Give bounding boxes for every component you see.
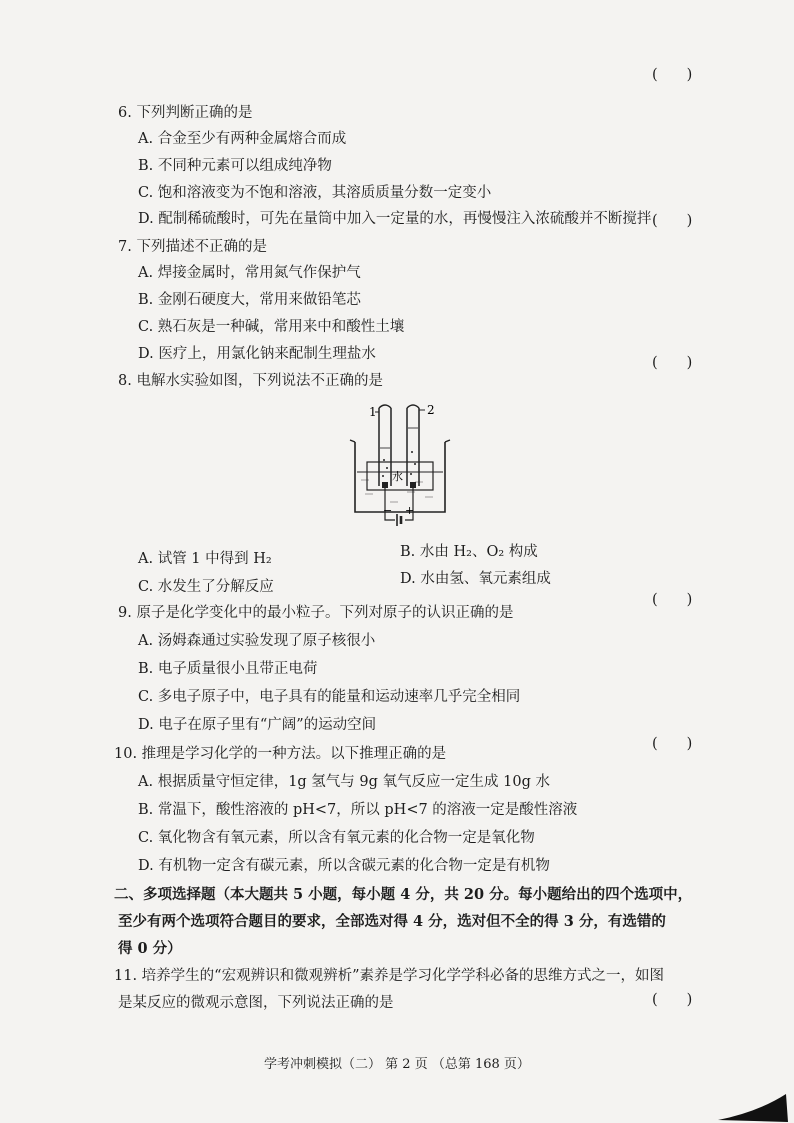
test-tube-1: [379, 408, 391, 486]
section2-heading-line2: 至少有两个选项符合题目的要求，全部选对得 4 分，选对但不全的得 3 分，有选错的: [118, 913, 666, 930]
electrolysis-diagram: [345, 402, 455, 526]
q6-option-b: B. 不同种元素可以组成纯净物: [138, 158, 332, 174]
q9-option-b: B. 电子质量很小且带正电荷: [138, 661, 318, 677]
q10-stem: 10. 推理是学习化学的一种方法。以下推理正确的是: [114, 746, 447, 762]
tube-1-label: 1: [369, 405, 377, 419]
q7-option-d: D. 医疗上，用氯化钠来配制生理盐水: [138, 346, 376, 362]
q8-option-b: B. 水由 H₂、O₂ 构成: [400, 544, 538, 560]
answer-blank-q7: ( ): [652, 355, 693, 371]
q9-option-a: A. 汤姆森通过实验发现了原子核很小: [138, 633, 376, 649]
answer-blank-q8: ( ): [652, 592, 693, 608]
q6-option-a: A. 合金至少有两种金属熔合而成: [138, 131, 347, 147]
q8-option-c: C. 水发生了分解反应: [138, 579, 274, 595]
q7-option-a: A. 焊接金属时，常用氮气作保护气: [138, 265, 361, 281]
q7-option-c: C. 熟石灰是一种碱，常用来中和酸性土壤: [138, 319, 405, 335]
q10-option-c: C. 氧化物含有氧元素，所以含有氧元素的化合物一定是氧化物: [138, 830, 535, 846]
q9-option-d: D. 电子在原子里有“广阔”的运动空间: [138, 717, 377, 733]
q9-option-c: C. 多电子原子中，电子具有的能量和运动速率几乎完全相同: [138, 689, 521, 705]
q8-option-d: D. 水由氢、氧元素组成: [400, 571, 551, 587]
answer-blank-q11: ( ): [652, 992, 693, 1008]
q7-stem: 7. 下列描述不正确的是: [118, 239, 267, 255]
q6-stem: 6. 下列判断正确的是: [118, 105, 253, 121]
answer-blank-q10: ( ): [652, 736, 693, 752]
section2-heading-line3: 得 0 分）: [118, 940, 182, 957]
q10-option-d: D. 有机物一定含有碳元素，所以含碳元素的化合物一定是有机物: [138, 858, 550, 874]
tube-2-label: 2: [427, 403, 435, 417]
q8-stem: 8. 电解水实验如图，下列说法不正确的是: [118, 373, 383, 389]
q11-stem-line1: 11. 培养学生的“宏观辨识和微观辨析”素养是学习化学学科必备的思维方式之一，如图: [114, 968, 664, 984]
positive-terminal-label: +: [405, 504, 415, 517]
q9-stem: 9. 原子是化学变化中的最小粒子。下列对原子的认识正确的是: [118, 605, 514, 621]
page-footer: 学考冲刺模拟（二） 第 2 页 （总第 168 页）: [264, 1057, 530, 1072]
electrode-1: [382, 482, 388, 488]
q10-option-b: B. 常温下，酸性溶液的 pH<7，所以 pH<7 的溶液一定是酸性溶液: [138, 802, 578, 818]
section2-heading-line1: 二、多项选择题（本大题共 5 小题，每小题 4 分，共 20 分。每小题给出的四个选项中，: [114, 886, 693, 903]
answer-blank-q5: ( ): [652, 67, 693, 83]
q6-option-c: C. 饱和溶液变为不饱和溶液，其溶质质量分数一定变小: [138, 185, 492, 201]
q6-option-d: D. 配制稀硫酸时，可先在量筒中加入一定量的水，再慢慢注入浓硫酸并不断搅拌: [138, 211, 652, 227]
scan-shadow-mark: [718, 1092, 788, 1122]
q10-option-a: A. 根据质量守恒定律，1g 氢气与 9g 氧气反应一定生成 10g 水: [138, 774, 550, 790]
q11-stem-line2: 是某反应的微观示意图，下列说法正确的是: [118, 995, 394, 1011]
answer-blank-q6: ( ): [652, 213, 693, 229]
q7-option-b: B. 金刚石硬度大，常用来做铅笔芯: [138, 292, 361, 308]
electrode-2: [410, 482, 416, 488]
water-label: 水: [392, 470, 403, 483]
test-tube-2: [407, 408, 419, 486]
q8-option-a: A. 试管 1 中得到 H₂: [138, 551, 272, 567]
negative-terminal-label: −: [383, 504, 393, 517]
